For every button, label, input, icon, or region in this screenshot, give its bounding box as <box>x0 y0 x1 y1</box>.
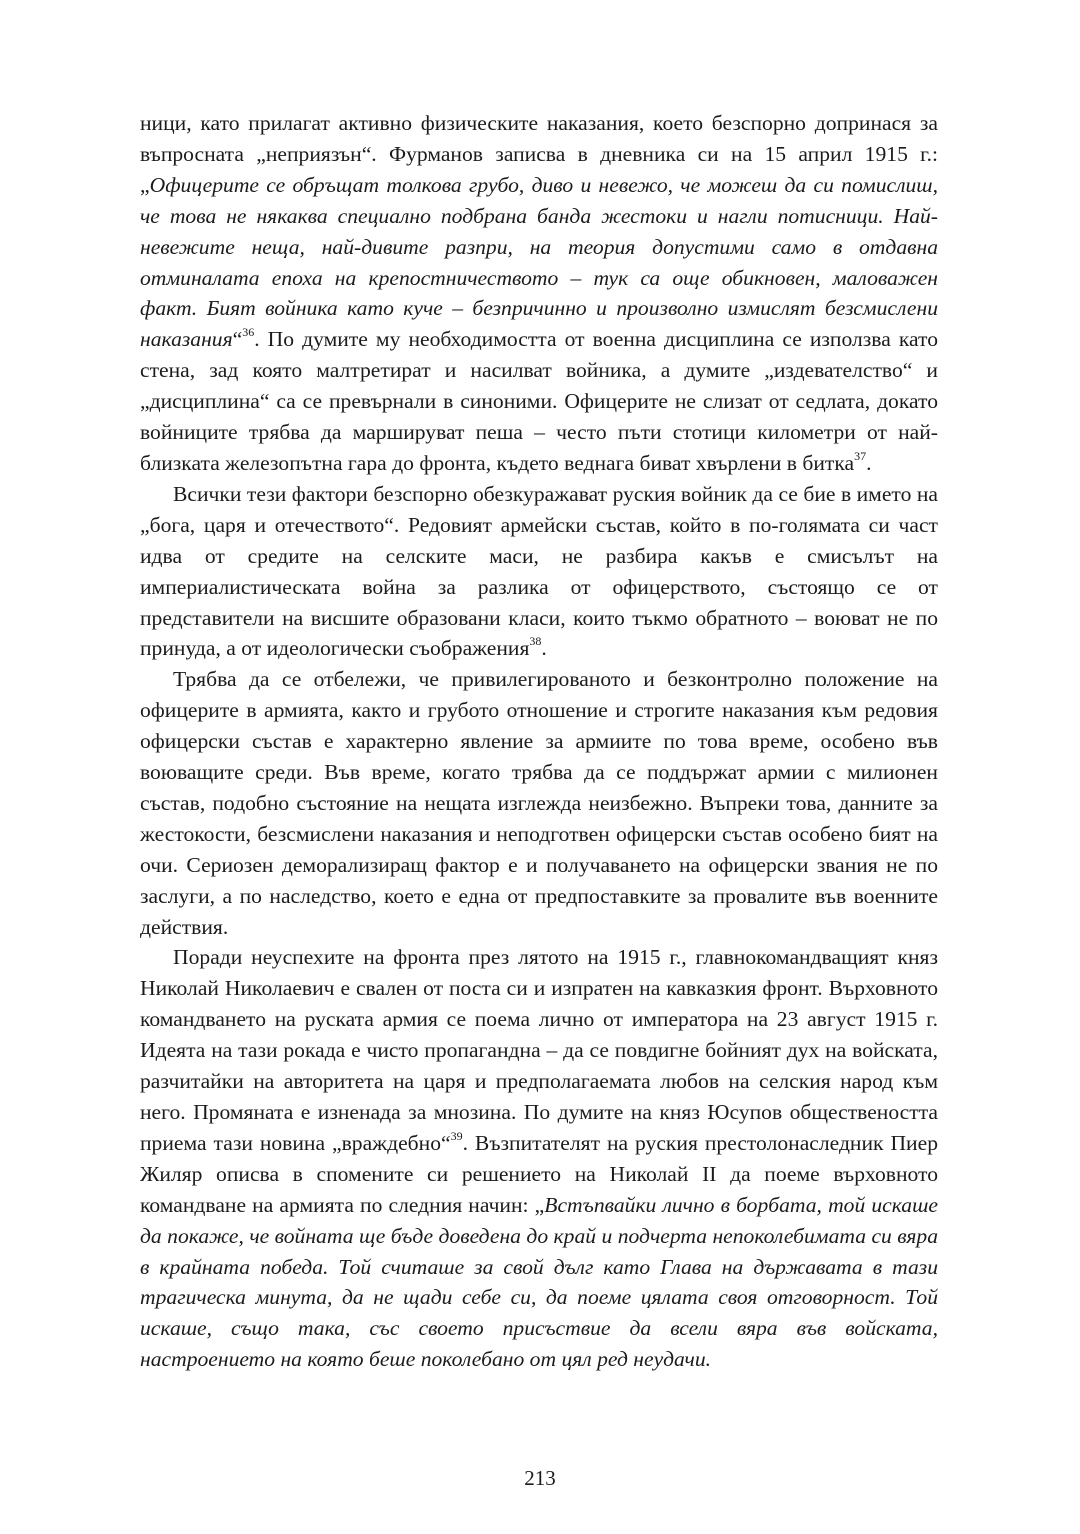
quote-text: Офицерите се обръщат толкова грубо, диво и невежо, че можеш да си помислиш, че това не някаква специално подбрана банда жестоки и нагли потисници. Най-невежите неща, най-дивите разпри, на теория допустими само в отдавна отминалата епоха на крепостничеството – тук са още обикновен, маловажен факт. Бият войника като куче – безпричинно и произволно измислят безсмислени наказания <box>140 172 938 352</box>
text-run: Всички тези фактори безспорно обезкуражават руския войник да се бие в името на „бога, царя и отечеството“. Редовият армейски състав, който в по-голямата си част идва от средите на селските маси, не разбира какъв е смисълът на империалистическата война за разлика от офицерството, състоящо се от представители на висшите образовани класи, които тъкмо обратното – воюват не по принуда, а от идеологически съображения <box>140 481 938 661</box>
page-number: 213 <box>524 1466 556 1490</box>
page-body <box>140 108 938 1375</box>
paragraph <box>140 479 938 664</box>
footnote-ref: 37 <box>854 448 867 463</box>
text-run: . <box>541 636 547 661</box>
text-run: ници, като прилагат активно физическите наказания, което безспорно допринася за въпросната „неприязън“. Фурманов записва в дневника си на 15 април 1915 г.: „ <box>140 111 938 197</box>
paragraph <box>140 942 938 1375</box>
footnote-ref: 39 <box>450 1128 463 1143</box>
quote-text: Встъпвайки лично в борбата, той искаше да покаже, че войната ще бъде доведена до край и подчерта непоколебимата си вяра в крайната победа. Той считаше за свой дълг като Глава на държавата в тази трагическа минута, да не щади себе си, да поеме цялата своя отговорност. Той искаше, също така, със своето присъствие да всели вяра във войската, настроението на която беше поколебано от цял ред неудачи. <box>140 1192 938 1372</box>
text-run: Поради неуспехите на фронта през лятото на 1915 г., главнокомандващият княз Николай Николаевич е свален от поста си и изпратен на кавказкия фронт. Върховното командването на руската армия се поема лично от императора на 23 август 1915 г. Идеята на тази рокада е чисто пропагандна – да се повдигне бойният дух на войската, разчитайки на авторитета на царя и предполагаемата любов на селския народ към него. Промяната е изненада за мнозина. По думите на княз Юсупов обществеността приема тази новина „враждебно“ <box>140 945 938 1155</box>
footnote-ref: 36 <box>242 325 255 340</box>
paragraph <box>140 664 938 942</box>
paragraph <box>140 108 938 479</box>
footnote-ref: 38 <box>529 634 542 649</box>
text-run: Трябва да се отбележи, че привилегированото и безконтролно положение на офицерите в армията, както и грубото отношение и строгите наказания към редовия офицерски състав е характерно явление за армиите по това време, особено във воюващите среди. Във време, когато трябва да се поддържат армии с милионен състав, подобно състояние на нещата изглежда неизбежно. Въпреки това, данните за жестокости, безсмислени наказания и неподготвен офицерски състав особено бият на очи. Сериозен деморализиращ фактор е и получаването на офицерски звания не по заслуги, а по наследство, което е една от предпоставките за провалите във военните действия. <box>140 667 938 939</box>
text-run: . <box>866 450 872 475</box>
text-run: “ <box>232 327 243 352</box>
text-run: . Възпитателят на руския престолонаследник Пиер Жиляр описва в спомените си решението на Николай II да поеме върховното командване на армията по следния начин: „ <box>140 1130 938 1217</box>
text-run: . По думите му необходимостта от военна дисциплина се използва като стена, зад която малтретират и насилват войника, а думите „издевателство“ и „дисциплина“ са се превърнали в синоними. Офицерите не слизат от седлата, докато войниците трябва да маршируват пеша – често пъти стотици километри от най-близката железопътна гара до фронта, където веднага биват хвърлени в битка <box>140 327 938 475</box>
